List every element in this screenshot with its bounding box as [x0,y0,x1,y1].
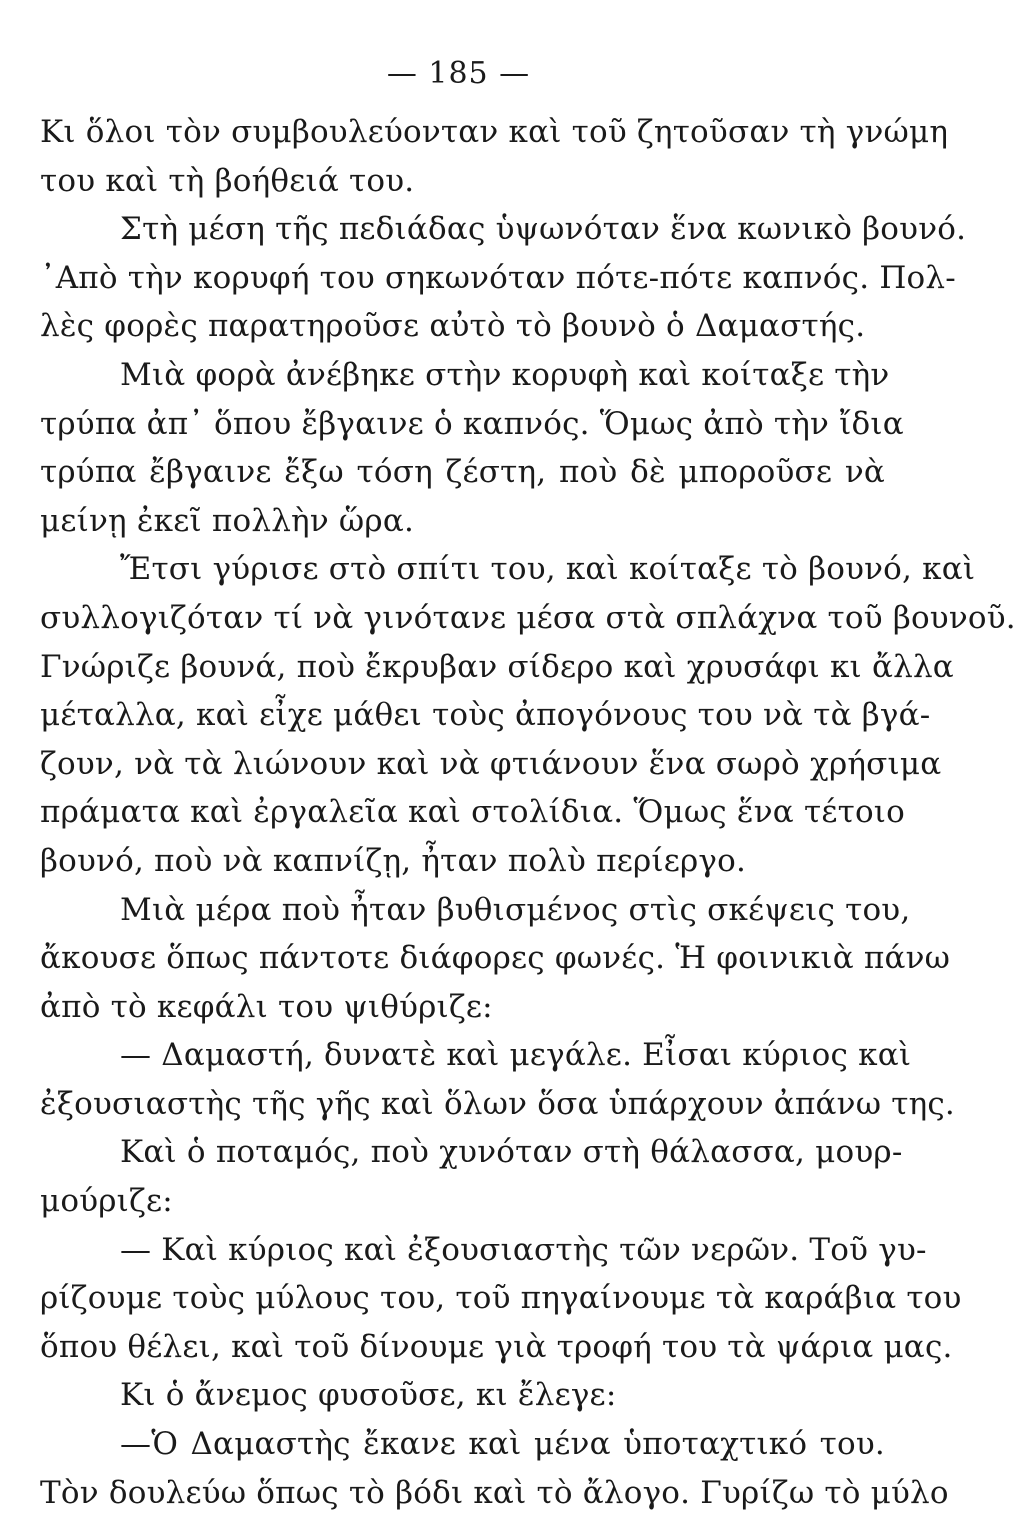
text-line: ἄκουσε ὅπως πάντοτε διάφορες φωνές. Ἡ φοινικιὰ πάνω [40,940,951,977]
text-line: ὅπου θέλει, καὶ τοῦ δίνουμε γιὰ τροφή του τὰ ψάρια μας. [40,1328,953,1365]
text-line: Μιὰ φορὰ ἀνέβηκε στὴν κορυφὴ καὶ κοίταξε τὴν [120,356,890,393]
text-line: ρίζουμε τοὺς μύλους του, τοῦ πηγαίνουμε τὰ καράβια του [40,1280,962,1317]
text-line: πράματα καὶ ἐργαλεῖα καὶ στολίδια. Ὅμως ἕνα τέτοιο [40,794,906,831]
text-line: μέταλλα, καὶ εἶχε μάθει τοὺς ἀπογόνους του νὰ τὰ βγά- [40,697,931,734]
text-line: ἀπὸ τὸ κεφάλι του ψιθύριζε: [40,988,493,1025]
text-line: Κι ὅλοι τὸν συμβουλεύονταν καὶ τοῦ ζητοῦσαν τὴ γνώμη [40,114,949,150]
body-text [40,108,1016,1517]
text-line: Τὸν δουλεύω ὅπως τὸ βόδι καὶ τὸ ἄλογο. Γυρίζω τὸ μύλο [40,1474,949,1511]
text-line: Κι ὁ ἄνεμος φυσοῦσε, κι ἔλεγε: [120,1377,617,1414]
text-line: τρύπα ἔβγαινε ἔξω τόση ζέστη, ποὺ δὲ μποροῦσε νὰ [40,454,885,491]
text-line: Στὴ μέση τῆς πεδιάδας ὑψωνόταν ἕνα κωνικὸ βουνό. [120,211,967,248]
text-line: ᾿Απὸ τὴν κορυφή του σηκωνόταν πότε-πότε καπνός. Πολ- [40,259,956,296]
text-line: Μιὰ μέρα ποὺ ἦταν βυθισμένος στὶς σκέψεις του, [120,891,911,928]
text-line: του καὶ τὴ βοήθειά του. [40,162,415,199]
text-line: μούριζε: [40,1183,173,1220]
text-line: Γνώριζε βουνά, ποὺ ἔκρυβαν σίδερο καὶ χρυσάφι κι ἄλλα [40,648,954,685]
page-number: — 185 — [386,56,531,91]
text-line: ἐξουσιαστὴς τῆς γῆς καὶ ὅλων ὅσα ὑπάρχουν ἀπάνω της. [40,1085,955,1122]
text-line: — Καὶ κύριος καὶ ἐξουσιαστὴς τῶν νερῶν. Τοῦ γυ- [120,1231,927,1268]
text-line: βουνό, ποὺ νὰ καπνίζῃ, ἦταν πολὺ περίεργο. [40,842,747,879]
text-line: μείνῃ ἐκεῖ πολλὴν ὥρα. [40,502,415,539]
text-line: τρύπα ἀπ᾿ ὅπου ἔβγαινε ὁ καπνός. Ὅμως ἀπὸ τὴν ἴδια [40,405,904,442]
text-line: Ἔτσι γύρισε στὸ σπίτι του, καὶ κοίταξε τὸ βουνό, καὶ [120,551,976,588]
text-line: ζουν, νὰ τὰ λιώνουν καὶ νὰ φτιάνουν ἕνα σωρὸ χρήσιμα [40,745,942,782]
text-line: λὲς φορὲς παρατηροῦσε αὐτὸ τὸ βουνὸ ὁ Δαμαστής. [40,308,866,345]
text-line: Καὶ ὁ ποταμός, ποὺ χυνόταν στὴ θάλασσα, μουρ- [120,1134,903,1171]
text-line: συλλογιζόταν τί νὰ γινότανε μέσα στὰ σπλάχνα τοῦ βουνοῦ. [40,599,1016,636]
text-line: — Δαμαστή, δυνατὲ καὶ μεγάλε. Εἶσαι κύριος καὶ [120,1037,912,1074]
text-line: —Ὁ Δαμαστὴς ἔκανε καὶ μένα ὑποταχτικό του. [120,1426,885,1463]
